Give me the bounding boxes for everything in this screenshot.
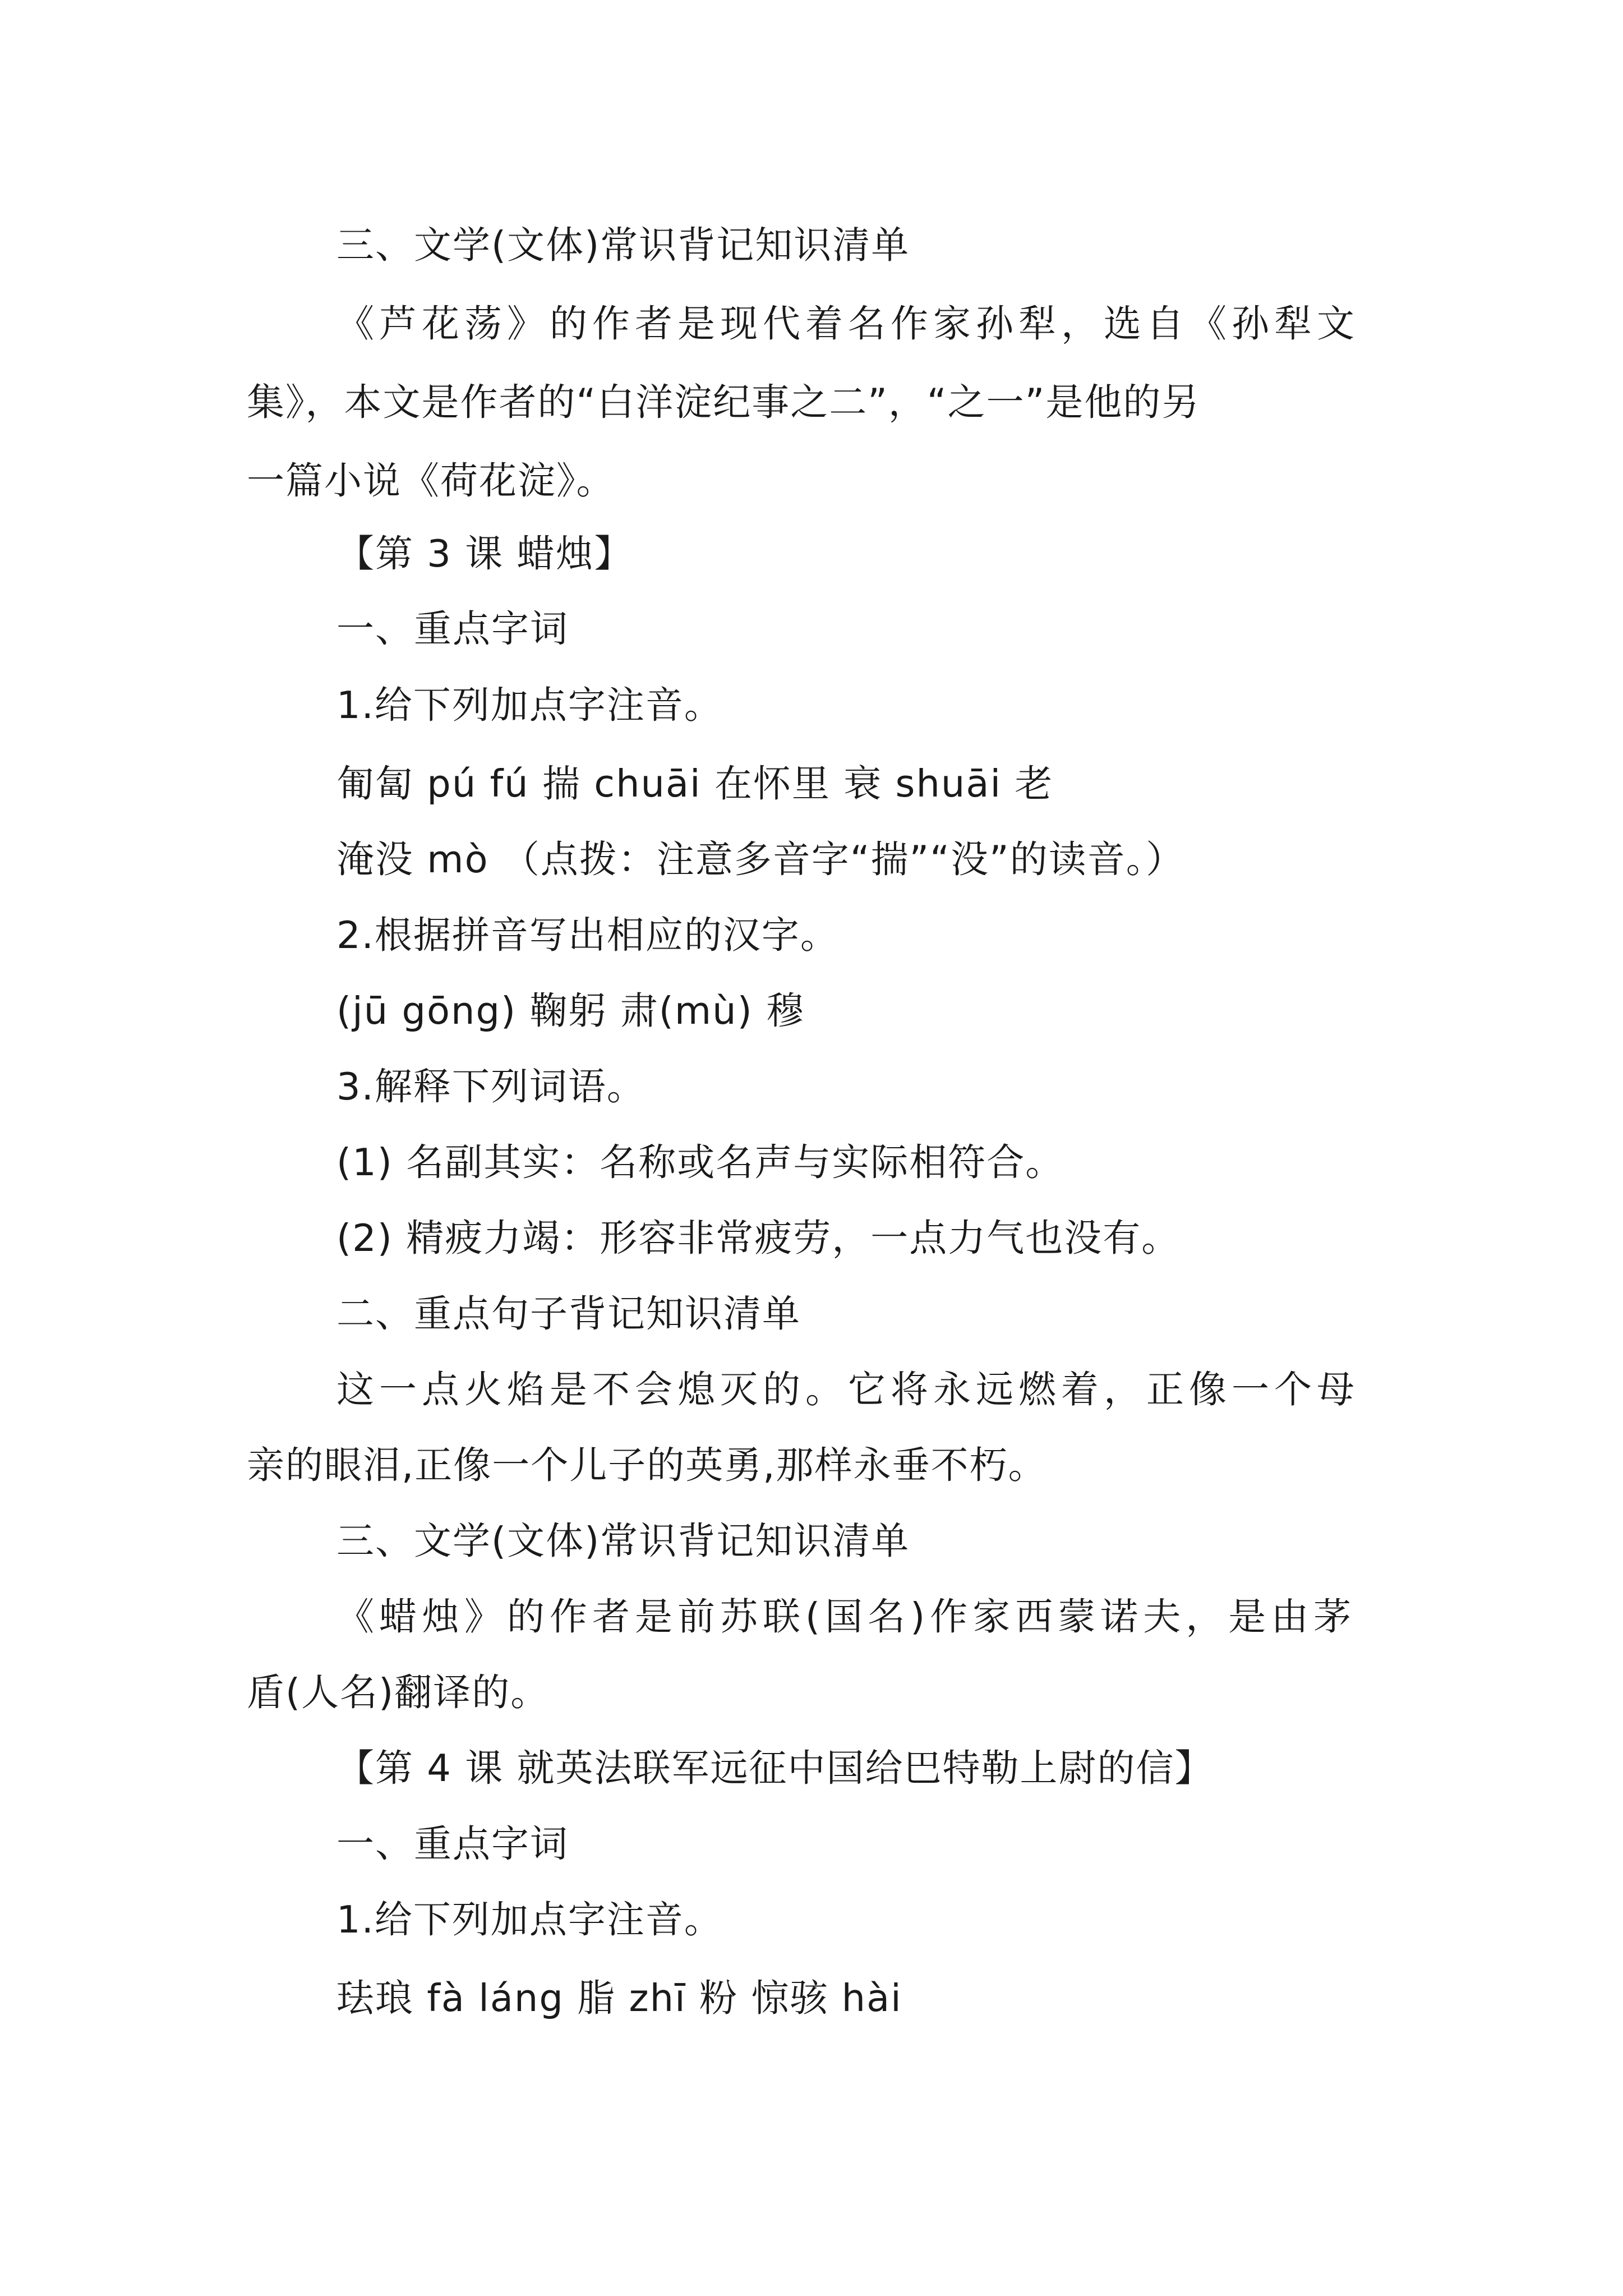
exercise-line: (1) 名副其实：名称或名声与实际相符合。	[336, 1140, 1064, 1184]
exercise-line: 珐琅 fà láng 脂 zhī 粉 惊骇 hài	[336, 1976, 902, 2020]
paragraph-line: 亲的眼泪,正像一个儿子的英勇,那样永垂不朽。	[247, 1443, 1047, 1487]
exercise-line: (jū gōng) 鞠躬 肃(mù) 穆	[336, 989, 805, 1033]
exercise-line: 1.给下列加点字注音。	[336, 683, 723, 727]
paragraph-line: 《蜡烛》的作者是前苏联(国名)作家西蒙诺夫，是由茅	[336, 1595, 1357, 1639]
section-heading-literature-2: 三、文学(文体)常识背记知识清单	[336, 1519, 910, 1563]
section-heading-literature-1: 三、文学(文体)常识背记知识清单	[336, 223, 910, 267]
paragraph-line: 《芦花荡》的作者是现代着名作家孙犁，选自《孙犁文	[336, 302, 1359, 346]
section-heading-sentences: 二、重点句子背记知识清单	[336, 1292, 801, 1336]
exercise-line: 2.根据拼音写出相应的汉字。	[336, 913, 839, 957]
exercise-line: 匍匐 pú fú 揣 chuāi 在怀里 衰 shuāi 老	[336, 762, 1054, 806]
exercise-line: 淹没 mò （点拨：注意多音字“揣”“没”的读音。）	[336, 838, 1185, 881]
exercise-line: (2) 精疲力竭：形容非常疲劳，一点力气也没有。	[336, 1216, 1181, 1260]
lesson-title-3: 【第 3 课 蜡烛】	[336, 532, 633, 576]
paragraph-line: 集》，本文是作者的“白洋淀纪事之二”，“之一”是他的另	[247, 380, 1201, 424]
exercise-line: 1.给下列加点字注音。	[336, 1898, 723, 1941]
lesson-title-4: 【第 4 课 就英法联军远征中国给巴特勒上尉的信】	[336, 1746, 1214, 1790]
exercise-line: 3.解释下列词语。	[336, 1065, 645, 1108]
paragraph-line: 一篇小说《荷花淀》。	[247, 459, 615, 503]
paragraph-line: 盾(人名)翻译的。	[247, 1671, 550, 1714]
section-heading-vocab: 一、重点字词	[336, 1822, 569, 1866]
paragraph-line: 这一点火焰是不会熄灭的。它将永远燃着，正像一个母	[336, 1368, 1359, 1411]
section-heading-vocab: 一、重点字词	[336, 607, 569, 651]
